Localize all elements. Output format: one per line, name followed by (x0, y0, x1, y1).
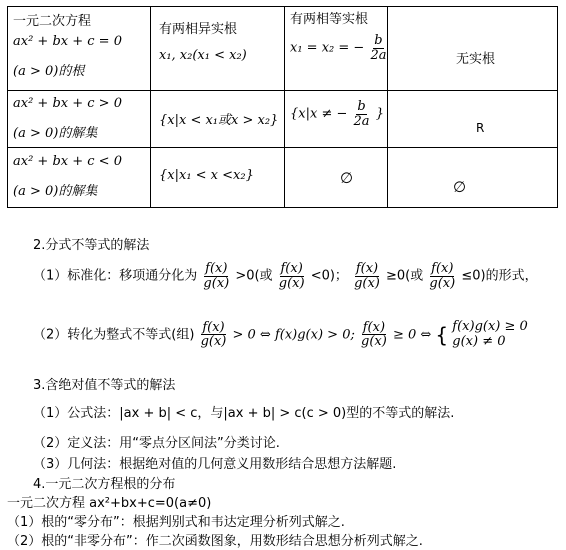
section2-line1: （1）标准化：移项通分化为 $\frac{f(x)}{g(x)}$ >0(或 $\frac{f(x)}{g(x)}$ <0)； $\frac{f(x)}{g(x)}$ ≥0(或 $\frac{f(x)}{g(x)}$ ≤0)的形式， (33, 261, 538, 291)
row3-col2-solution: {x|x₁ < x <x₂} (159, 168, 254, 183)
row2-col3-solution: {x|x ≠ − $\frac{b}{2a}$ } (290, 99, 384, 129)
section4-line1: （1）根的“零分布”：根据判别式和韦达定理分析列式解之. (7, 515, 345, 530)
row2-col1-inequality: ax² + bx + c > 0 (13, 96, 122, 111)
section4-line2: （2）根的“非零分布”：作二次函数图象，用数形结合思想分析列式解之. (7, 534, 423, 549)
header-col1-title: 一元二次方程 (13, 14, 92, 29)
row2-col2-solution: {x|x < x₁或x > x₂} (159, 113, 279, 128)
section3-line1: （1）公式法：|ax + b| < c，与|ax + b| > c(c > 0)型的不等式的解法. (33, 406, 455, 421)
header-col1-condition: (a > 0)的根 (13, 64, 85, 79)
section4-title: 4.一元二次方程根的分布 (33, 477, 176, 492)
row3-col3-empty-set: ∅ (340, 169, 354, 187)
header-col2-title: 有两相异实根 (159, 22, 238, 37)
section3-title: 3.含绝对值不等式的解法 (33, 378, 176, 393)
section4-equation: 一元二次方程 ax²+bx+c=0(a≠0) (7, 496, 212, 511)
header-col2-roots: x₁, x₂(x₁ < x₂) (159, 48, 247, 63)
section2-title: 2.分式不等式的解法 (33, 238, 150, 253)
section3-line2: （2）定义法：用“零点分区间法”分类讨论. (33, 436, 280, 451)
section3-line3: （3）几何法：根据绝对值的几何意义用数形结合思想方法解题. (33, 457, 397, 472)
row2-col1-label: (a > 0)的解集 (13, 126, 98, 141)
row3-col1-inequality: ax² + bx + c < 0 (13, 154, 122, 169)
header-col3-title: 有两相等实根 (290, 12, 369, 27)
header-col4-title: 无实根 (456, 52, 496, 67)
header-col1-equation: ax² + bx + c = 0 (13, 34, 122, 49)
row3-col4-empty-set: ∅ (453, 178, 467, 196)
roots-table (7, 6, 558, 208)
row2-col4-solution: R (476, 121, 485, 135)
section2-line2: （2）转化为整式不等式(组) $\frac{f(x)}{g(x)}$ > 0 ⇔ f(x)g(x) > 0; $\frac{f(x)}{g(x)}$ ≥ 0 ⇔ { f(x)g(x) ≥ 0 g(x) ≠ 0 (33, 319, 528, 350)
header-col3-roots: x₁ = x₂ = − $\frac{b}{2a}$ (290, 33, 387, 63)
row3-col1-label: (a > 0)的解集 (13, 184, 98, 199)
